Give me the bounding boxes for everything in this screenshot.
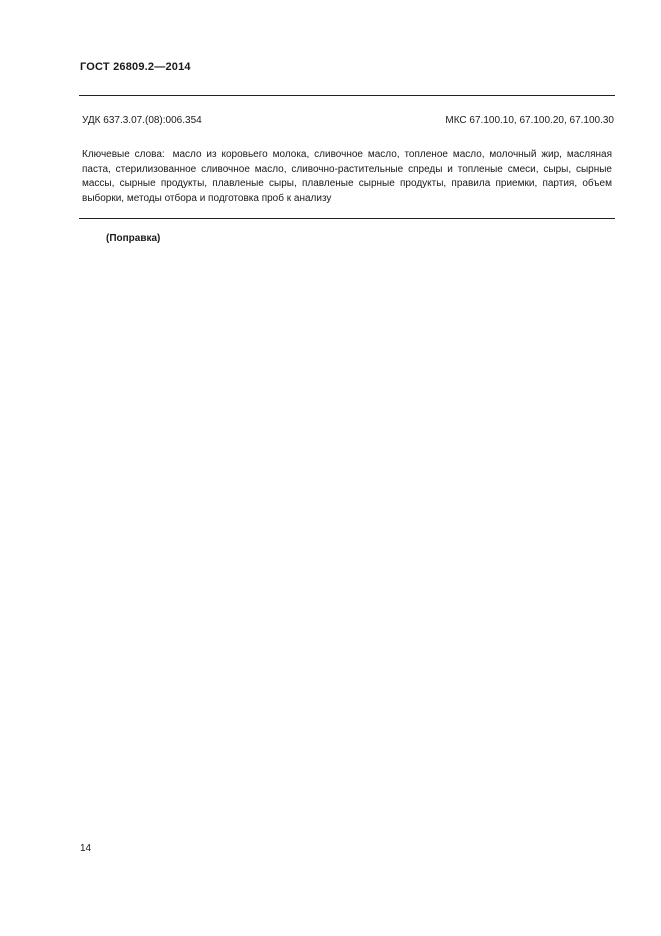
udk-code: УДК 637.3.07.(08):006.354 (82, 115, 202, 126)
page-number: 14 (80, 843, 92, 854)
amendment-label: (Поправка) (106, 233, 161, 244)
top-divider (79, 95, 615, 96)
document-title: ГОСТ 26809.2—2014 (80, 61, 191, 73)
keywords-text: масло из коровьего молока, сливочное масло, топленое масло, молочный жир, масляная паста, стерилизованное сливочное масло, сливочно-растительные спреды и топленые смеси, сыры, сырные массы, сырные продукты, плавленые сыры, плавленые сырные продукты, правила приемки, партия, объем выборки, методы отбора и подготовка проб к анализу (82, 149, 613, 204)
keywords-label: Ключевые слова: (82, 149, 165, 160)
keywords-paragraph (82, 148, 612, 206)
mks-code: МКС 67.100.10, 67.100.20, 67.100.30 (445, 115, 614, 126)
bottom-divider (79, 218, 615, 219)
